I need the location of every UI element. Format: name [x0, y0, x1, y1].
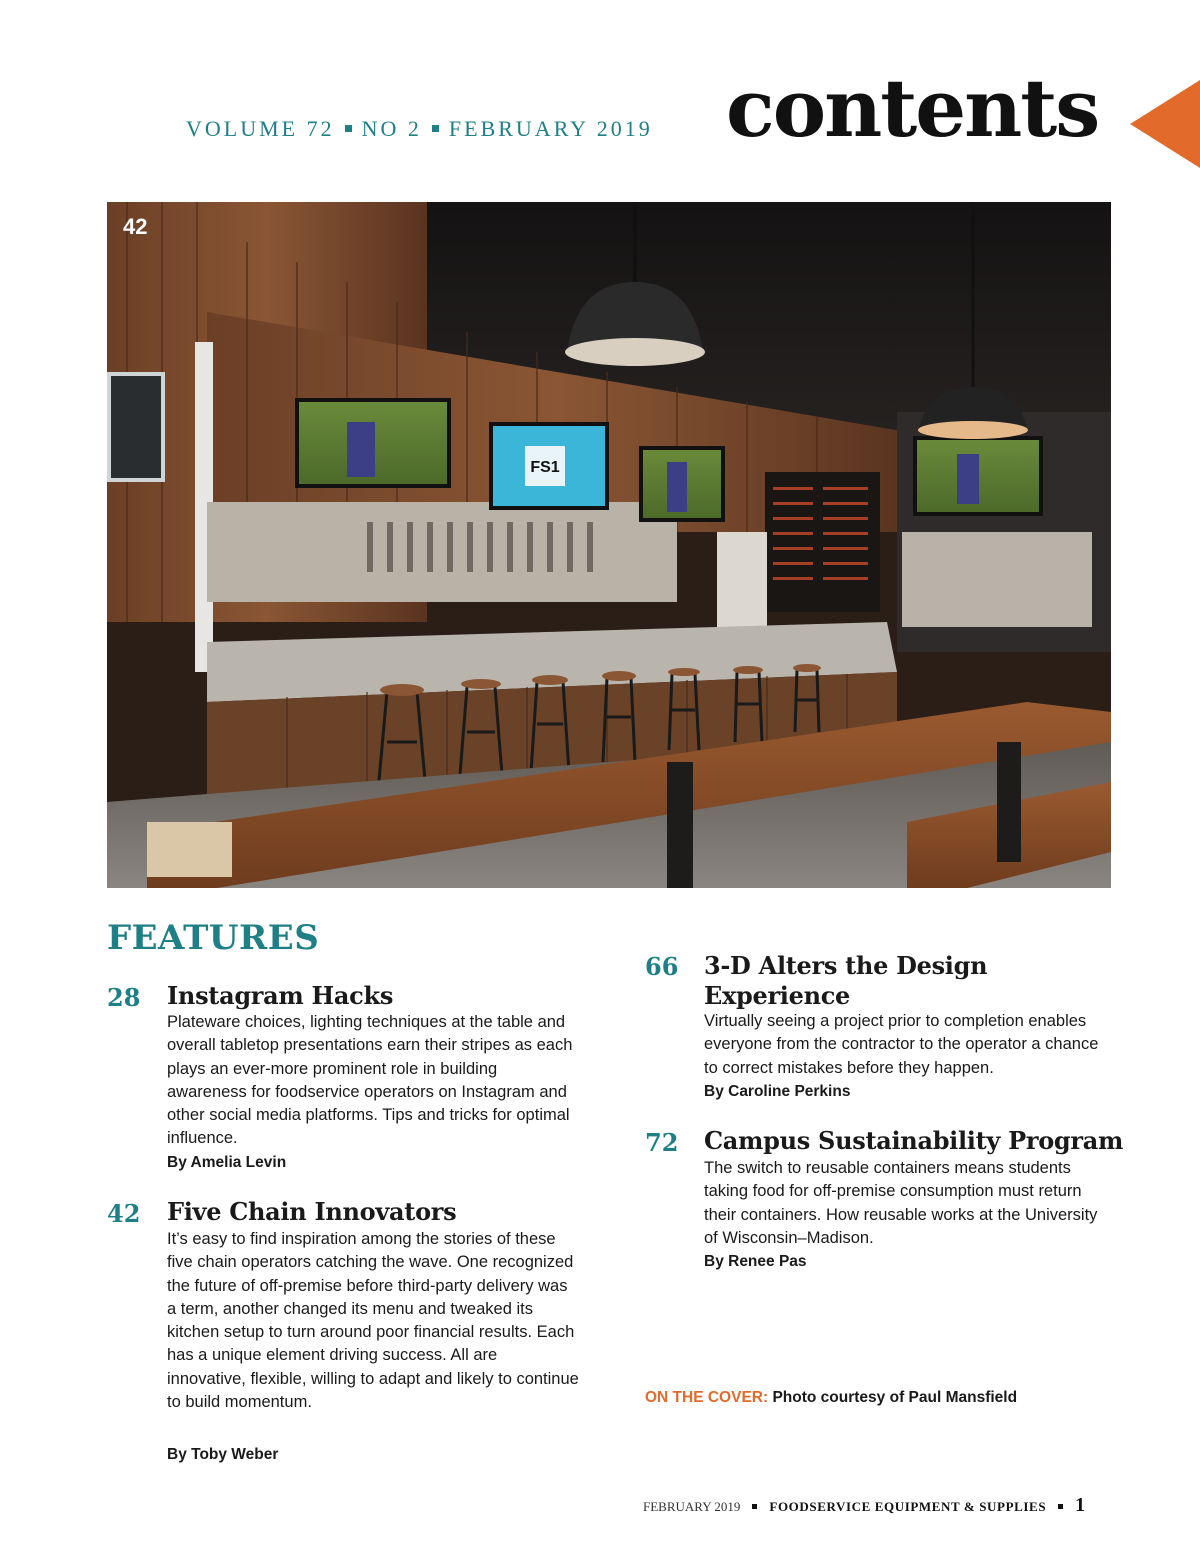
issue-line: [186, 116, 653, 142]
article-title[interactable]: Instagram Hacks: [167, 981, 394, 1010]
article-description: Virtually seeing a project prior to completion enables everyone from the contractor to the operator a chance to correct mistakes before they happen.: [704, 1012, 1099, 1077]
article-page-number: 66: [645, 952, 679, 981]
page-title: contents: [726, 61, 1099, 155]
separator-square: [752, 1504, 757, 1509]
features-heading: FEATURES: [107, 918, 320, 958]
article-description: The switch to reusable containers means students taking food for off-premise consumption must return their containers. How reusable works at the University of Wisconsin–Madison.: [704, 1159, 1098, 1247]
separator-square: [432, 125, 439, 132]
cover-photo-bar-interior: [107, 202, 1111, 888]
article-byline: By Renee Pas: [704, 1253, 807, 1270]
footer-publication: FOODSERVICE EQUIPMENT & SUPPLIES: [769, 1499, 1047, 1514]
footer-page-number: 1: [1075, 1494, 1086, 1516]
tv-channel-text: FS1: [530, 459, 560, 476]
cover-credit: [645, 1389, 1017, 1407]
footer-date: FEBRUARY 2019: [643, 1499, 741, 1514]
cover-label: ON THE COVER:: [645, 1389, 769, 1406]
article-byline: By Toby Weber: [167, 1446, 279, 1463]
orange-triangle-icon: [1130, 80, 1200, 168]
separator-square: [345, 125, 352, 132]
article-page-number: 28: [107, 983, 141, 1012]
article-page-number: 72: [645, 1128, 679, 1157]
bar-interior-illustration: [107, 202, 1111, 888]
article-title[interactable]: 3-D Alters the Design Experience: [704, 951, 988, 1010]
separator-square: [1058, 1504, 1063, 1509]
photo-page-ref: 42: [123, 214, 148, 239]
article-title[interactable]: Campus Sustainability Program: [704, 1126, 1124, 1155]
article-byline: By Caroline Perkins: [704, 1083, 851, 1100]
issue-number: NO 2: [361, 116, 422, 141]
article-description: It’s easy to find inspiration among the stories of these five chain operators catching the wave. One recognized the future of off-premise before third-party delivery was a term, another changed its menu and tweaked its kitchen setup to turn around poor financial results. Each has a unique element driving success. All are innovative, flexible, willing to adapt and likely to continue to build momentum.: [167, 1230, 579, 1412]
article-byline: By Amelia Levin: [167, 1154, 287, 1171]
article-title[interactable]: Five Chain Innovators: [167, 1197, 457, 1226]
issue-date: FEBRUARY 2019: [448, 116, 653, 141]
cover-credit-text: Photo courtesy of Paul Mansfield: [772, 1389, 1018, 1406]
article-description: Plateware choices, lighting techniques at the table and overall tabletop presentations earn their stripes as each plays an ever-more prominent role in building awareness for foodservice operators on Instagram and other social media platforms. Tips and tricks for optimal influence.: [167, 1013, 573, 1148]
article-page-number: 42: [107, 1199, 141, 1228]
volume-label: VOLUME 72: [186, 116, 335, 141]
page-footer: [643, 1494, 1085, 1517]
